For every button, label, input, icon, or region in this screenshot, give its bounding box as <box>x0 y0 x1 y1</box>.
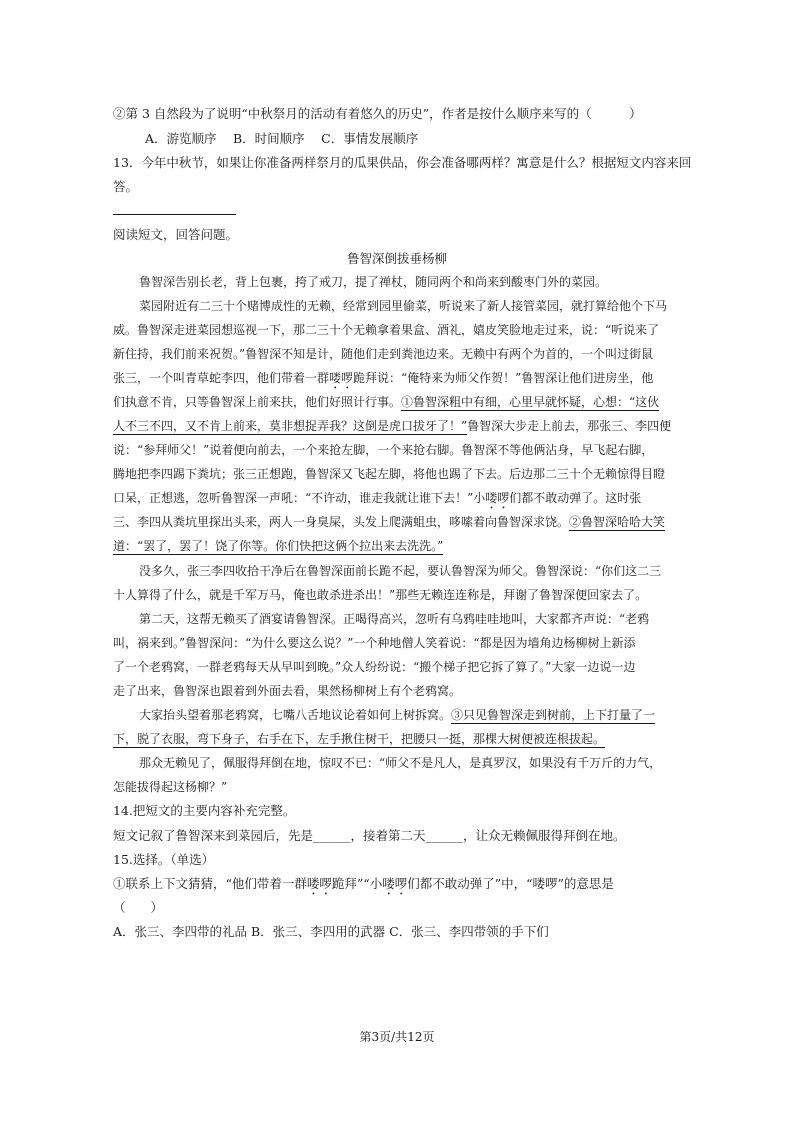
passage-p1: 鲁智深告别长老，背上包裹，挎了戒刀，提了禅杖，随同两个和尚来到酸枣门外的菜园。 <box>139 275 608 289</box>
underlined-sentence-1: ①鲁智深粗中有细，心里早就怀疑，心想：“这伙 <box>401 395 660 409</box>
underlined-sentence-1-cont: 人不三不四，又不肯上前来，莫非想捉弄我？这倒是虎口拔牙了！” <box>113 419 468 433</box>
passage-p6-line2: 怎能拔得起这杨柳？” <box>113 780 228 794</box>
text-span: 口呆，正想逃，忽听鲁智深一声吼：“不许动，谁走我就让谁下去！”小 <box>113 491 486 505</box>
passage-p2-line2: 威。鲁智深走进菜园想巡视一下，那二三十个无赖拿着果盒、酒礼，嬉皮笑脸地走过来，说：“听说来了 <box>113 323 660 337</box>
passage-p3-line1: 没多久，张三李四收拾干净后在鲁智深面前长跪不起，要认鲁智深为师父。鲁智深说：“你们这二三 <box>139 564 662 578</box>
text-span: ①联系上下文猜猜，“他们带着一群 <box>113 876 307 891</box>
text-span: 们都不敢动弹了。这时张 <box>509 491 642 505</box>
q12-sub2-question: ②第 3 自然段为了说明“中秋祭月的活动有着悠久的历史”，作者是按什么顺序来写的（ ） <box>113 106 642 121</box>
passage-p6-line1: 那众无赖见了，佩服得拜倒在地，惊叹不已：“师父不是凡人，是真罗汉，如果没有千万斤的力气， <box>139 756 662 770</box>
answer-blank-line <box>113 214 236 215</box>
q15-options: A．张三、李四带的礼品 B．张三、李四用的武器 C．张三、李四带领的手下们 <box>113 924 549 939</box>
text-span: 大家抬头望着那老鸦窝，七嘴八舌地议论着如何上树拆窝。 <box>139 708 452 722</box>
passage-p2-line8: 腾地把李四踢下粪坑；张三正想跑，鲁智深又飞起左脚，将他也踢了下去。后边那二三十个无赖惊得目瞪 <box>113 467 666 481</box>
reading-instruction: 阅读短文，回答问题。 <box>113 227 239 242</box>
passage-p5-line1 <box>139 707 655 723</box>
q15-answer-bracket: （ ） <box>113 900 164 915</box>
emphasized-word: 喽啰 <box>306 876 332 891</box>
passage-p2-line6 <box>113 418 671 434</box>
passage-p2-line7: 说：“参拜师父！”说着便向前去，一个来抢左脚，一个来抢右脚。鲁智深不等他俩沾身，早飞起右脚， <box>113 443 654 457</box>
q13-line1: 13．今年中秋节，如果让你准备两样祭月的瓜果供品，你会准备哪两样？寓意是什么？根据短文内容来回 <box>113 155 692 170</box>
q15-sub1-question <box>113 876 614 898</box>
underlined-sentence-2: ②鲁智深哈哈大笑 <box>569 515 666 529</box>
text-span: 鲁智深大步走上前去，那张三、李四便 <box>467 419 672 433</box>
q15-title: 15.选择。（单选） <box>113 852 215 867</box>
text-span: 三、李四从粪坑里探出头来，两人一身臭屎，头发上爬满蛆虫，哆嗦着向鲁智深求饶。 <box>113 515 570 529</box>
underlined-sentence-3: ③只见鲁智深走到树前，上下打量了一 <box>451 708 656 722</box>
passage-p4-line4: 走了出来，鲁智深也跟着到外面去看，果然杨柳树上有个老鸦窝。 <box>113 684 462 698</box>
passage-p2-line1: 菜园附近有二三十个赌博成性的无赖，经常到园里偷菜，听说来了新人接管菜园，就打算给他个下马 <box>139 299 668 313</box>
underlined-sentence-3-cont: 下，脱了衣服，弯下身子，右手在下，左手揪住树干，把腰只一挺，那棵大树便被连根拔起。 <box>113 732 606 746</box>
passage-p2-line9 <box>113 490 641 512</box>
q12-sub2-options: A．游览顺序 B．时间顺序 C．事情发展顺序 <box>145 131 419 146</box>
passage-p2-line11 <box>113 538 443 554</box>
passage-p2-line5 <box>113 394 659 410</box>
text-span: 们都不敢动弹了”中，“喽啰”的意思是 <box>407 876 614 891</box>
passage-p2-line10 <box>113 514 665 530</box>
q13-line2: 答。 <box>113 179 139 194</box>
emphasized-word: 喽啰 <box>485 491 510 505</box>
q14-title: 14.把短文的主要内容补充完整。 <box>113 803 296 818</box>
text-span: 跪拜说：“俺特来为师父作贺！”鲁智深让他们进房坐，他 <box>353 371 654 385</box>
emphasized-word: 喽啰 <box>382 876 408 891</box>
passage-p4-line3: 了一个老鸦窝，一群老鸦每天从早叫到晚。”众人纷纷说：“搬个梯子把它拆了算了。”大家一边说一边 <box>113 660 636 674</box>
passage-title: 鲁智深倒拔垂杨柳 <box>346 251 447 266</box>
passage-p3-line2: 十人算得了什么，就是千军万马，俺也敢杀进杀出！”那些无赖连连称是，拜谢了鲁智深便回家去了。 <box>113 588 648 602</box>
q14-text: 短文记叙了鲁智深来到菜园后，先是______，接着第二天______，让众无赖佩服得拜倒在地。 <box>113 828 626 843</box>
emphasized-word: 喽啰 <box>329 371 354 385</box>
text-span: 张三，一个叫青草蛇李四，他们带着一群 <box>113 371 330 385</box>
passage-p4-line2: 叫，祸来到。”鲁智深问：“为什么要这么说？”一个种地僧人笑着说：“都是因为墙角边杨柳树上新添 <box>113 636 636 650</box>
page-number: 第3页/共12页 <box>359 1030 435 1044</box>
underlined-sentence-2-cont: 道：“罢了，罢了！饶了你等。你们快把这俩个拉出来去洗洗。” <box>113 539 444 553</box>
passage-p5-line2 <box>113 731 605 747</box>
text-span: 们执意不肯，只等鲁智深上前来扶，他们好照计行事。 <box>113 395 402 409</box>
passage-p2-line4 <box>113 370 653 392</box>
text-span: 跪拜”“小 <box>331 876 383 891</box>
passage-p2-line3: 新住持，我们前来祝贺。”鲁智深不知是计，随他们走到粪池边来。无赖中有两个为首的，一个叫过街鼠 <box>113 347 654 361</box>
passage-p4-line1: 第二天，这帮无赖买了酒宴请鲁智深。正喝得高兴，忽听有乌鸦哇哇地叫，大家都齐声说：“老鸦 <box>139 612 650 626</box>
